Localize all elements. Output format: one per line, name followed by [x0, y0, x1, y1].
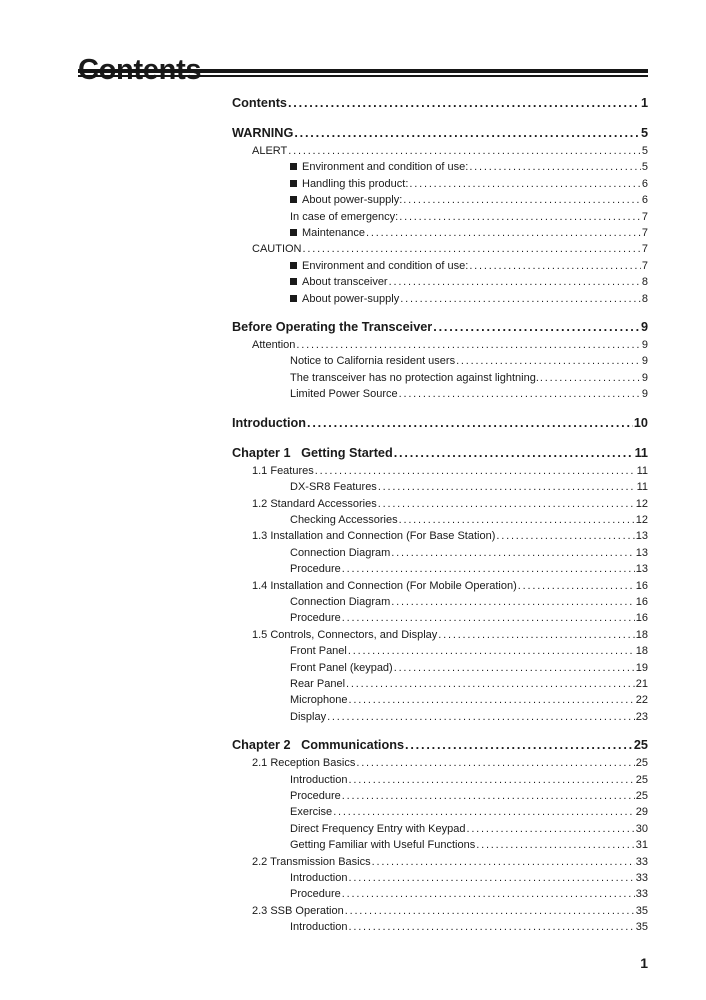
toc-entry-page-number: 7 — [641, 243, 648, 256]
dot-leader — [518, 578, 635, 594]
toc-entry — [232, 176, 648, 192]
toc-entry-text: Getting Familiar with Useful Functions — [290, 839, 476, 852]
dot-leader — [346, 676, 635, 692]
toc-entry-page-number: 1 — [640, 96, 648, 110]
toc-entry-text: Chapter 1 Getting Started — [232, 445, 393, 460]
dot-leader — [378, 479, 636, 495]
toc-entry — [232, 870, 648, 886]
toc-entry-text: Introduction — [290, 872, 348, 885]
toc-entry-page-number: 25 — [635, 790, 648, 802]
toc-entry-page-number: 33 — [635, 888, 648, 901]
toc-entry-text: Display — [290, 710, 327, 723]
toc-entry-label — [290, 353, 455, 369]
toc-entry — [232, 496, 648, 512]
toc-entry — [232, 337, 648, 353]
toc-entry-page-number: 21 — [635, 677, 648, 690]
dot-leader — [372, 854, 635, 870]
dot-leader — [356, 755, 634, 771]
toc-entry — [232, 578, 648, 594]
toc-entry-page-number: 5 — [641, 161, 648, 174]
toc-entry-label — [290, 709, 326, 725]
toc-entry-label — [290, 159, 468, 175]
toc-entry-text: 2.2 Transmission Basics — [252, 855, 371, 868]
dot-leader — [476, 837, 635, 853]
toc-entry — [232, 676, 648, 692]
toc-entry-text: Checking Accessories — [290, 513, 398, 526]
dot-leader — [540, 370, 641, 386]
toc-entry-text: Introduction — [290, 773, 348, 786]
toc-entry — [232, 274, 648, 290]
toc-entry-text: ALERT — [252, 145, 288, 157]
toc-entry — [232, 143, 648, 159]
toc-entry-text: About power-supply: — [302, 194, 403, 207]
dot-leader — [469, 159, 641, 175]
page-title: Contents — [78, 54, 202, 87]
toc-entry-page-number: 9 — [641, 371, 648, 384]
dot-leader — [496, 528, 634, 544]
dot-leader — [456, 353, 641, 369]
toc-entry-page-number: 25 — [635, 757, 648, 770]
toc-entry-text: Notice to California resident users — [290, 355, 456, 368]
toc-entry-text: Microphone — [290, 694, 348, 707]
toc-entry-page-number: 5 — [640, 126, 648, 140]
toc-entry-label — [290, 209, 398, 225]
dot-leader — [403, 192, 641, 208]
toc-entry-label — [290, 545, 390, 561]
toc-entry — [232, 610, 648, 626]
toc-entry-text: 1.5 Controls, Connectors, and Display — [252, 628, 438, 641]
toc-entry-page-number: 11 — [636, 481, 648, 494]
toc-entry-text: 2.3 SSB Operation — [252, 904, 344, 917]
toc-entry-label — [232, 444, 393, 463]
toc-entry-text: Connection Diagram — [290, 595, 391, 608]
toc-entry-label — [232, 94, 287, 113]
dot-leader — [345, 903, 635, 919]
dot-leader — [348, 772, 634, 788]
toc-entry-label — [290, 788, 341, 804]
toc-entry — [232, 736, 648, 755]
dot-leader — [366, 225, 641, 241]
page-number: 1 — [640, 955, 648, 971]
toc-entry-label — [290, 804, 332, 820]
toc-entry — [232, 318, 648, 337]
toc-entry — [232, 414, 648, 433]
toc-entry — [232, 772, 648, 788]
toc-entry — [232, 528, 648, 544]
toc-entry-text: Front Panel (keypad) — [290, 661, 393, 674]
toc-entry-text: Direct Frequency Entry with Keypad — [290, 822, 466, 835]
dot-leader — [288, 143, 641, 159]
toc-entry — [232, 353, 648, 369]
toc-entry — [232, 755, 648, 771]
toc-entry-text: Procedure — [290, 612, 341, 625]
dot-leader — [342, 886, 635, 902]
toc-entry — [232, 291, 648, 307]
toc-entry — [232, 370, 648, 386]
toc-entry-label — [232, 414, 306, 433]
toc-entry-label — [290, 919, 347, 935]
dot-leader — [288, 94, 640, 113]
toc-entry — [232, 258, 648, 274]
toc-entry-text: Attention — [252, 339, 296, 352]
toc-entry-label — [252, 496, 377, 512]
toc-entry-page-number: 13 — [635, 563, 648, 576]
toc-entry-text: WARNING — [232, 126, 294, 140]
toc-entry — [232, 479, 648, 495]
toc-entry-text: Environment and condition of use: — [302, 161, 469, 174]
toc-entry-text: Procedure — [290, 790, 341, 802]
dot-leader — [327, 709, 635, 725]
toc-entry-text: DX-SR8 Features — [290, 481, 377, 494]
toc-entry — [232, 209, 648, 225]
toc-entry-label — [252, 903, 344, 919]
toc-entry-label — [252, 337, 295, 353]
toc-entry — [232, 159, 648, 175]
toc-entry-text: 1.4 Installation and Connection (For Mobile Operation) — [252, 579, 517, 592]
toc-entry-label — [252, 528, 495, 544]
toc-entry-label — [232, 318, 432, 337]
toc-entry — [232, 821, 648, 837]
toc-entry-page-number: 7 — [641, 259, 648, 272]
dot-leader — [399, 512, 635, 528]
toc-entry — [232, 903, 648, 919]
square-bullet-icon — [290, 229, 297, 236]
toc-entry-label — [232, 736, 404, 755]
toc-entry-text: About power-supply — [302, 292, 400, 305]
toc-entry-text: Before Operating the Transceiver — [232, 320, 433, 335]
toc-entry-page-number: 7 — [641, 210, 648, 223]
dot-leader — [294, 124, 640, 143]
toc-entry-label — [252, 241, 302, 257]
toc-entry-page-number: 19 — [635, 661, 648, 674]
toc-entry-page-number: 6 — [641, 194, 648, 207]
dot-leader — [348, 643, 635, 659]
toc-entry-page-number: 25 — [633, 738, 648, 753]
toc-entry-label — [290, 561, 341, 577]
dot-leader — [399, 386, 641, 402]
toc-entry-label — [290, 886, 341, 902]
toc-entry-text: 2.1 Reception Basics — [252, 757, 356, 770]
dot-leader — [307, 414, 633, 433]
toc-entry-page-number: 12 — [635, 497, 648, 510]
dot-leader — [389, 274, 641, 290]
toc-entry-label — [290, 660, 393, 676]
square-bullet-icon — [290, 180, 297, 187]
toc-entry-text: Chapter 2 Communications — [232, 738, 405, 753]
toc-entry-text: Procedure — [290, 563, 341, 576]
title-double-rule — [78, 69, 648, 77]
toc-entry-text: Exercise — [290, 806, 333, 819]
toc-entry — [232, 512, 648, 528]
toc-entry-label — [252, 578, 517, 594]
toc-entry-label — [252, 854, 371, 870]
dot-leader — [342, 561, 635, 577]
toc-entry-label — [290, 676, 345, 692]
toc-entry-page-number: 33 — [635, 872, 648, 885]
toc-entry-page-number: 16 — [635, 579, 648, 592]
toc-entry-label — [290, 479, 377, 495]
toc-entry — [232, 643, 648, 659]
toc-entry — [232, 854, 648, 870]
toc-entry-page-number: 18 — [635, 628, 648, 641]
dot-leader — [394, 444, 634, 463]
dot-leader — [391, 594, 634, 610]
dot-leader — [400, 291, 641, 307]
toc-entry — [232, 919, 648, 935]
toc-entry-label — [252, 463, 314, 479]
toc-entry-page-number: 16 — [635, 612, 648, 625]
toc-entry-page-number: 9 — [640, 320, 648, 335]
toc-entry-page-number: 11 — [634, 445, 648, 460]
toc-entry-label — [290, 274, 388, 290]
toc-entry-label — [290, 610, 341, 626]
toc-entry-label — [290, 291, 399, 307]
toc-entry — [232, 594, 648, 610]
toc-entry-label — [290, 821, 465, 837]
toc-entry-page-number: 18 — [635, 645, 648, 658]
square-bullet-icon — [290, 295, 297, 302]
toc-entry — [232, 660, 648, 676]
toc-entry-text: Rear Panel — [290, 677, 346, 690]
toc-entry — [232, 386, 648, 402]
toc-entry-page-number: 13 — [635, 530, 648, 543]
square-bullet-icon — [290, 196, 297, 203]
toc-entry-label — [290, 512, 398, 528]
toc-entry-page-number: 29 — [635, 806, 648, 819]
toc-entry-label — [290, 643, 347, 659]
toc-entry-label — [290, 225, 365, 241]
toc-entry-text: Limited Power Source — [290, 388, 398, 401]
toc-entry-text: Contents — [232, 96, 287, 110]
toc-entry-text: Environment and condition of use: — [302, 259, 469, 272]
dot-leader — [348, 919, 634, 935]
table-of-contents — [232, 94, 648, 936]
toc-entry-label — [252, 627, 437, 643]
toc-entry-page-number: 5 — [641, 145, 648, 157]
toc-entry-page-number: 16 — [635, 595, 648, 608]
toc-entry — [232, 627, 648, 643]
toc-entry — [232, 709, 648, 725]
toc-entry-label — [290, 192, 402, 208]
toc-entry — [232, 788, 648, 804]
toc-entry-page-number: 33 — [635, 855, 648, 868]
toc-entry-label — [232, 124, 293, 143]
toc-entry-text: Introduction — [290, 921, 348, 934]
dot-leader — [394, 660, 635, 676]
dot-leader — [342, 610, 635, 626]
dot-leader — [399, 209, 641, 225]
toc-entry-page-number: 22 — [635, 694, 648, 707]
toc-entry-text: Front Panel — [290, 645, 347, 658]
toc-entry-page-number: 8 — [641, 276, 648, 289]
dot-leader — [378, 496, 635, 512]
square-bullet-icon — [290, 278, 297, 285]
toc-entry-text: About transceiver — [302, 276, 388, 289]
toc-entry-text: 1.1 Features — [252, 464, 314, 477]
toc-entry-text: Maintenance — [302, 227, 365, 240]
dot-leader — [409, 176, 640, 192]
dot-leader — [438, 627, 634, 643]
toc-entry-page-number: 35 — [635, 904, 648, 917]
toc-entry-page-number: 9 — [641, 355, 648, 368]
toc-entry-text: Procedure — [290, 888, 341, 901]
toc-entry-text: 1.2 Standard Accessories — [252, 497, 377, 510]
toc-entry — [232, 94, 648, 113]
dot-leader — [391, 545, 634, 561]
toc-entry-page-number: 23 — [635, 710, 648, 723]
toc-entry-text: Introduction — [232, 415, 306, 430]
toc-entry-text: CAUTION — [252, 243, 302, 256]
toc-entry-label — [290, 370, 539, 386]
toc-entry-text: 1.3 Installation and Connection (For Base Station) — [252, 530, 496, 543]
dot-leader — [405, 736, 633, 755]
toc-entry — [232, 225, 648, 241]
toc-entry-text: Connection Diagram — [290, 546, 391, 559]
dot-leader — [348, 870, 634, 886]
dot-leader — [303, 241, 641, 257]
dot-leader — [433, 318, 640, 337]
toc-entry-page-number: 35 — [635, 921, 648, 934]
toc-entry — [232, 692, 648, 708]
toc-entry — [232, 241, 648, 257]
toc-entry-page-number: 7 — [641, 227, 648, 240]
toc-entry-page-number: 8 — [641, 292, 648, 305]
toc-entry-page-number: 13 — [635, 546, 648, 559]
toc-entry-text: The transceiver has no protection against lightning. — [290, 371, 539, 384]
toc-entry-page-number: 9 — [641, 339, 648, 352]
square-bullet-icon — [290, 163, 297, 170]
toc-entry — [232, 561, 648, 577]
toc-entry-label — [290, 870, 347, 886]
toc-entry-label — [252, 755, 355, 771]
toc-entry-page-number: 25 — [635, 773, 648, 786]
toc-entry-page-number: 10 — [633, 415, 648, 430]
toc-entry — [232, 463, 648, 479]
dot-leader — [466, 821, 634, 837]
square-bullet-icon — [290, 262, 297, 269]
dot-leader — [333, 804, 635, 820]
toc-entry — [232, 837, 648, 853]
toc-entry — [232, 804, 648, 820]
toc-entry — [232, 192, 648, 208]
dot-leader — [296, 337, 640, 353]
toc-entry-label — [290, 176, 408, 192]
toc-entry-page-number: 6 — [641, 177, 648, 190]
toc-entry-page-number: 11 — [636, 464, 648, 477]
toc-entry-page-number: 12 — [635, 513, 648, 526]
dot-leader — [315, 463, 636, 479]
dot-leader — [342, 788, 635, 804]
toc-entry-label — [290, 594, 390, 610]
toc-entry-label — [290, 692, 347, 708]
toc-entry-label — [290, 258, 468, 274]
toc-entry-page-number: 9 — [641, 388, 648, 401]
toc-entry — [232, 886, 648, 902]
toc-entry-label — [290, 837, 475, 853]
dot-leader — [469, 258, 641, 274]
toc-entry — [232, 545, 648, 561]
toc-entry-label — [290, 772, 347, 788]
toc-entry — [232, 124, 648, 143]
toc-entry-text: In case of emergency: — [290, 210, 399, 223]
dot-leader — [348, 692, 634, 708]
toc-entry-page-number: 31 — [635, 839, 648, 852]
toc-entry-page-number: 30 — [635, 822, 648, 835]
toc-entry — [232, 444, 648, 463]
toc-entry-label — [252, 143, 287, 159]
toc-entry-text: Handling this product: — [302, 177, 409, 190]
toc-entry-label — [290, 386, 398, 402]
